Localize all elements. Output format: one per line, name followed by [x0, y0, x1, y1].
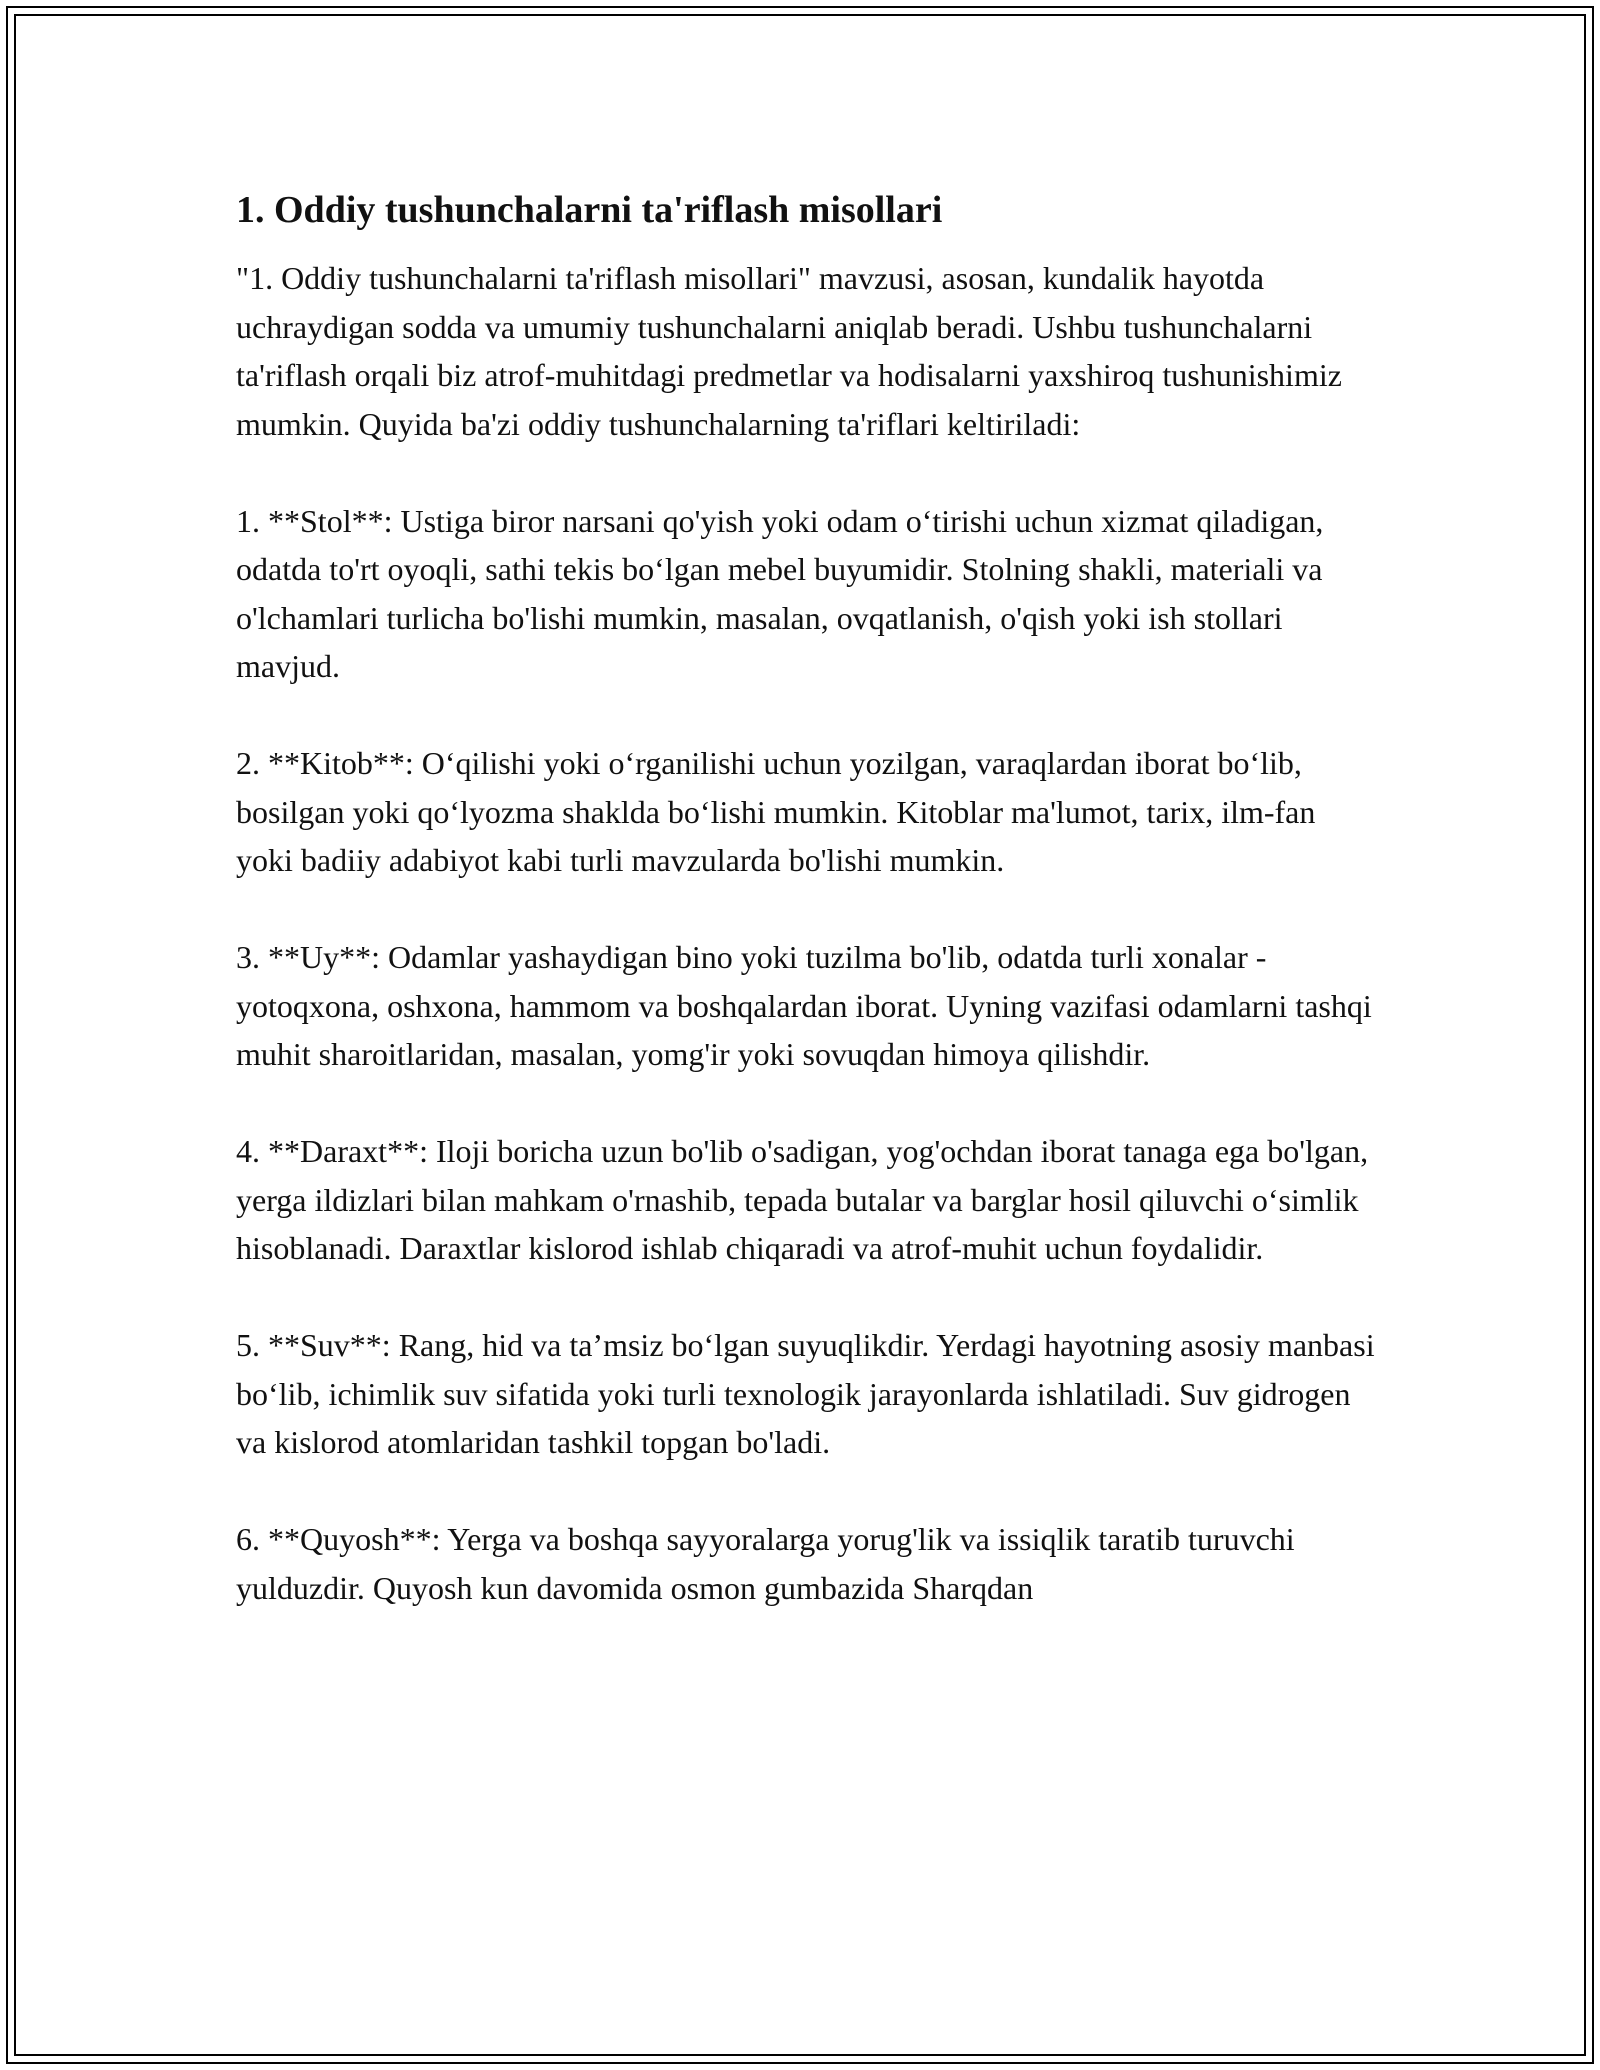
definition-paragraph-quyosh: 6. **Quyosh**: Yerga va boshqa sayyoralarga yorug'lik va issiqlik taratib turuvchi yulduzdir. Quyosh kun davomida osmon gumbazida Sharqdan	[236, 1521, 1295, 1606]
intro-paragraph: "1. Oddiy tushunchalarni ta'riflash misollari" mavzusi, asosan, kundalik hayotda uchraydigan sodda va umumiy tushunchalarni aniqlab beradi. Ushbu tushunchalarni ta'riflash orqali biz atrof-muhitdagi predmetlar va hodisalarni yaxshiroq tushunishimiz mumkin. Quyida ba'zi oddiy tushunchalarning ta'riflari keltiriladi:	[236, 260, 1342, 442]
document-heading: 1. Oddiy tushunchalarni ta'riflash misollari	[236, 189, 943, 231]
definition-paragraph-kitob: 2. **Kitob**: O‘qilishi yoki o‘rganilishi uchun yozilgan, varaqlardan iborat bo‘lib, bosilgan yoki qo‘lyozma shaklda bo‘lishi mumkin. Kitoblar ma'lumot, tarix, ilm-fan yoki badiiy adabiyot kabi turli mavzularda bo'lishi mumkin.	[236, 745, 1316, 878]
definition-paragraph-suv: 5. **Suv**: Rang, hid va ta’msiz bo‘lgan suyuqlikdir. Yerdagi hayotning asosiy manbasi bo‘lib, ichimlik suv sifatida yoki turli texnologik jarayonlarda ishlatiladi. Suv gidrogen va kislorod atomlaridan tashkil topgan bo'ladi.	[236, 1327, 1375, 1460]
definition-paragraph-daraxt: 4. **Daraxt**: Iloji boricha uzun bo'lib o'sadigan, yog'ochdan iborat tanaga ega bo'lgan, yerga ildizlari bilan mahkam o'rnashib, tepada butalar va barglar hosil qiluvchi o‘simlik hisoblanadi. Daraxtlar kislorod ishlab chiqaradi va atrof-muhit uchun foydalidir.	[236, 1133, 1369, 1266]
document-body	[236, 186, 1376, 1661]
definition-paragraph-stol: 1. **Stol**: Ustiga biror narsani qo'yish yoki odam o‘tirishi uchun xizmat qiladigan, odatda to'rt oyoqli, sathi tekis bo‘lgan mebel buyumidir. Stolning shakli, materiali va o'lchamlari turlicha bo'lishi mumkin, masalan, ovqatlanish, o'qish yoki ish stollari mavjud.	[236, 502, 1324, 684]
definition-paragraph-uy: 3. **Uy**: Odamlar yashaydigan bino yoki tuzilma bo'lib, odatda turli xonalar - yotoqxona, oshxona, hammom va boshqalardan iborat. Uyning vazifasi odamlarni tashqi muhit sharoitlaridan, masalan, yomg'ir yoki sovuqdan himoya qilishdir.	[236, 939, 1372, 1072]
